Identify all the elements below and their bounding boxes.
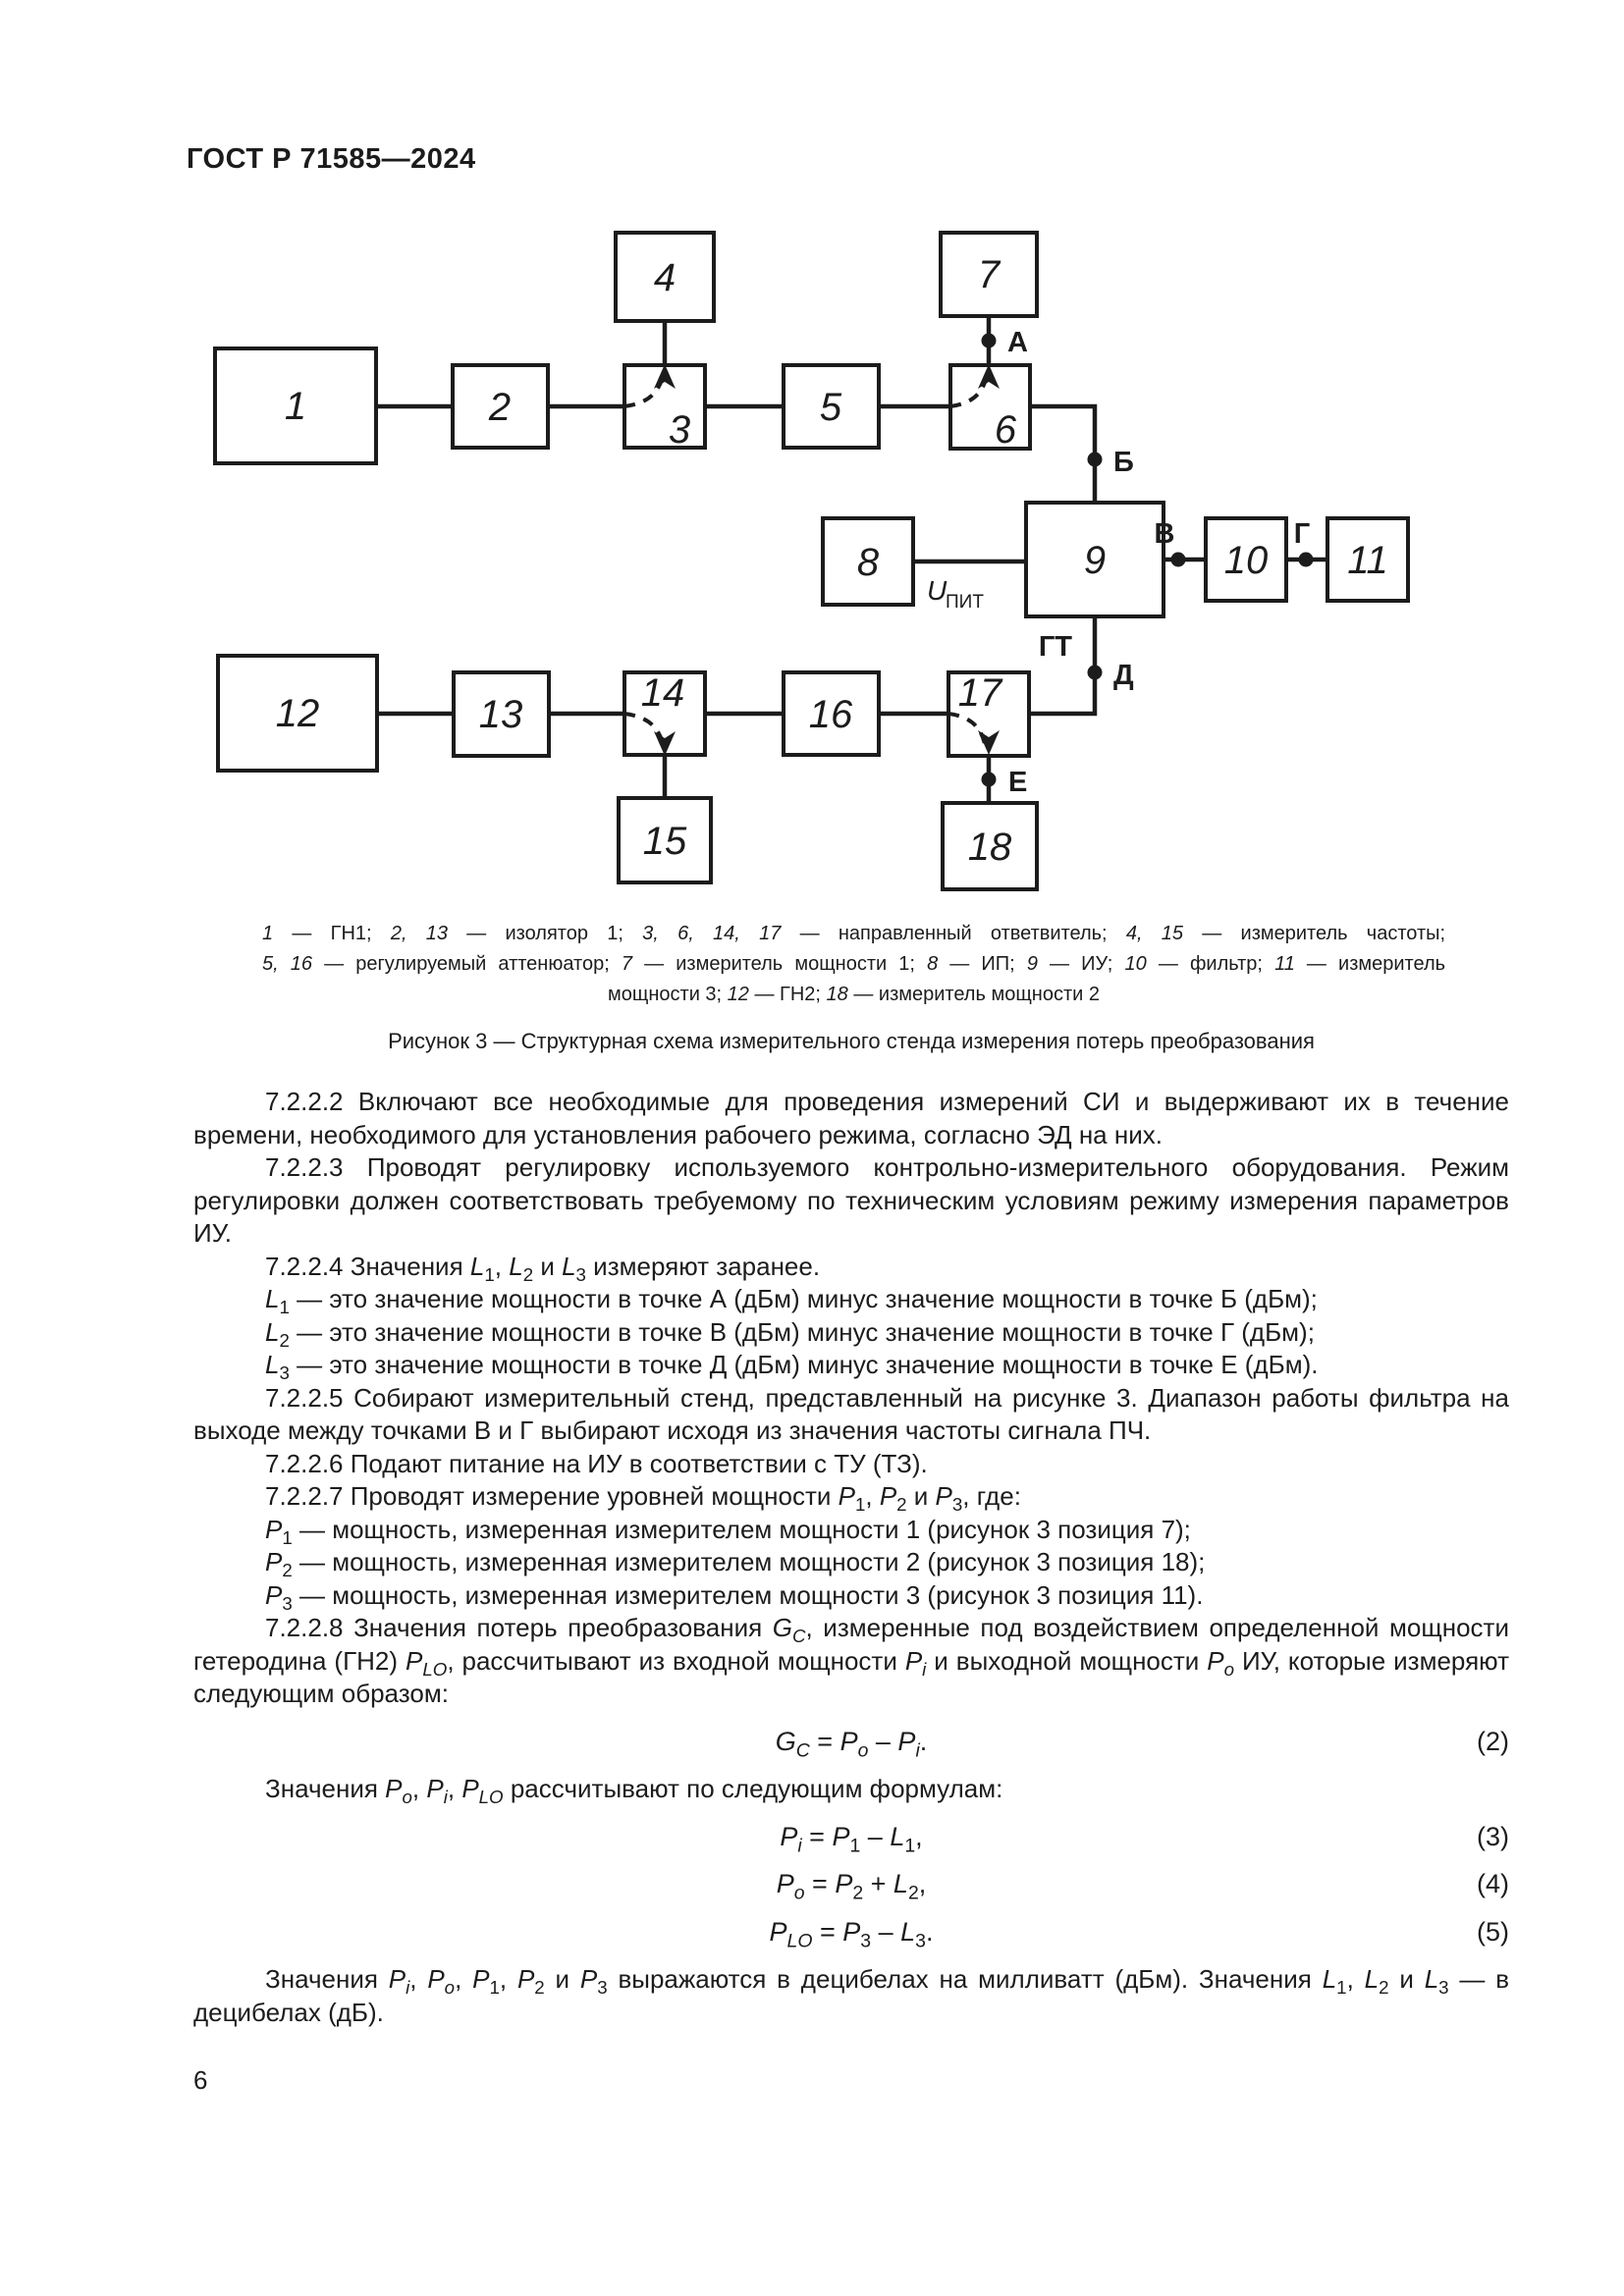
point-dot-v bbox=[1171, 553, 1186, 567]
point-label-d: Д bbox=[1113, 660, 1134, 691]
paragraph-7-2-2-5: 7.2.2.5 Собирают измерительный стенд, представленный на рисунке 3. Диапазон работы фильтра на выходе между точками В и Г выбирают исходя из значения частоты сигнала ПЧ. bbox=[193, 1382, 1509, 1445]
point-label-e: Е bbox=[1008, 767, 1028, 798]
point-label-b: Б bbox=[1113, 447, 1134, 478]
legend-line-3: мощности 3; 12 — ГН2; 18 — измеритель мощности 2 bbox=[608, 984, 1100, 1005]
formula-2-number: (2) bbox=[1477, 1726, 1509, 1756]
formula-2 bbox=[193, 1726, 1509, 1759]
point-dot-g bbox=[1299, 553, 1314, 567]
formula-4-number: (4) bbox=[1477, 1869, 1509, 1898]
formula-3 bbox=[193, 1821, 1509, 1854]
block-number-5: 5 bbox=[819, 386, 842, 429]
block-number-2: 2 bbox=[488, 386, 512, 429]
paragraph-7-2-2-8: 7.2.2.8 Значения потерь преобразования $G_C$, измеренные под воздействием определенной мощности гетеродина (ГН2) $P_{LO}$, рассчитывают из входной мощности $P_i$ и выходной мощности $P_o$ ИУ, которые измеряют следующим образом: bbox=[193, 1613, 1509, 1708]
formula-3-expression: $P_i = P_1 - L_1$, bbox=[780, 1821, 923, 1856]
block-number-9: 9 bbox=[1083, 539, 1107, 582]
formula-4 bbox=[193, 1868, 1509, 1904]
block-number-17: 17 bbox=[957, 671, 1002, 715]
point-dot-b bbox=[1088, 453, 1103, 467]
page-number: 6 bbox=[193, 2065, 208, 2095]
paragraph-7-2-2-7: 7.2.2.7 Проводят измерение уровней мощности $P_1$, $P_2$ и $P_3$, где: bbox=[265, 1481, 1021, 1516]
block-number-18: 18 bbox=[967, 826, 1012, 869]
definition-l3: $L_3$ — это значение мощности в точке Д (дБм) минус значение мощности в точке Е (дБм). bbox=[265, 1350, 1319, 1384]
block-number-12: 12 bbox=[275, 692, 320, 735]
definition-p3: $P_3$ — мощность, измеренная измерителем мощности 3 (рисунок 3 позиция 11). bbox=[265, 1579, 1204, 1614]
point-dot-e bbox=[982, 773, 997, 787]
paragraph-7-2-2-4: 7.2.2.4 Значения $L_1$, $L_2$ и $L_3$ измеряют заранее. bbox=[265, 1251, 821, 1285]
block-number-16: 16 bbox=[808, 693, 853, 736]
paragraph-7-2-2-3: 7.2.2.3 Проводят регулировку используемого контрольно-измерительного оборудования. Режим регулировки должен соответствовать требуемому по техническим условиям режиму измерения параметров ИУ. bbox=[193, 1152, 1509, 1248]
formula-5 bbox=[193, 1916, 1509, 1949]
block-number-10: 10 bbox=[1223, 539, 1269, 582]
block-number-13: 13 bbox=[478, 693, 523, 736]
formula-3-number: (3) bbox=[1477, 1821, 1509, 1851]
legend-line-2: 5, 16 — регулируемый аттенюатор; 7 — измеритель мощности 1; 8 — ИП; 9 — ИУ; 10 — фильтр; 11 — измеритель bbox=[262, 953, 1446, 975]
block-number-7: 7 bbox=[977, 253, 1001, 296]
block-number-8: 8 bbox=[856, 541, 880, 584]
formula-4-expression: $P_o = P_2 + L_2$, bbox=[776, 1869, 927, 1904]
formula-5-number: (5) bbox=[1477, 1916, 1509, 1947]
block-number-15: 15 bbox=[642, 820, 687, 863]
block-number-4: 4 bbox=[653, 256, 677, 299]
block-number-6: 6 bbox=[994, 408, 1017, 452]
paragraph-formulas-intro: Значения $P_o$, $P_i$, $P_{LO}$ рассчитывают по следующим формулам: bbox=[265, 1774, 1003, 1808]
definition-l2: $L_2$ — это значение мощности в точке В (дБм) минус значение мощности в точке Г (дБм); bbox=[265, 1316, 1315, 1351]
label-u-supply: U bbox=[927, 575, 947, 606]
definition-l1: $L_1$ — это значение мощности в точке А (дБм) минус значение мощности в точке Б (дБм); bbox=[265, 1284, 1318, 1318]
paragraph-7-2-2-6: 7.2.2.6 Подают питание на ИУ в соответствии с ТУ (ТЗ). bbox=[265, 1448, 928, 1478]
figure-caption: Рисунок 3 — Структурная схема измерительного стенда измерения потерь преобразования bbox=[388, 1029, 1315, 1053]
page-header: ГОСТ Р 71585—2024 bbox=[187, 143, 476, 175]
point-label-a: А bbox=[1007, 327, 1028, 358]
block-number-3: 3 bbox=[668, 408, 691, 452]
point-dot-a bbox=[982, 334, 997, 348]
formula-2-expression: $G_C = P_o - P_i$. bbox=[775, 1726, 928, 1761]
paragraph-7-2-2-2: 7.2.2.2 Включают все необходимые для проведения измерений СИ и выдерживают их в течение времени, необходимого для установления рабочего режима, согласно ЭД на них. bbox=[193, 1087, 1509, 1149]
block-number-1: 1 bbox=[284, 385, 307, 428]
point-label-v: В bbox=[1154, 518, 1175, 550]
formula-5-expression: $P_{LO} = P_3 - L_3$. bbox=[769, 1916, 934, 1951]
block-number-11: 11 bbox=[1347, 539, 1388, 582]
legend-line-1: 1 — ГН1; 2, 13 — изолятор 1; 3, 6, 14, 17 — направленный ответвитель; 4, 15 — измеритель частоты; bbox=[262, 923, 1446, 944]
body-text bbox=[193, 1086, 1509, 2029]
block-number-14: 14 bbox=[640, 671, 685, 715]
point-label-g: Г bbox=[1293, 518, 1311, 550]
paragraph-units: Значения $P_i$, $P_o$, $P_1$, $P_2$ и $P_3$ выражаются в децибелах на милливатт (дБм). Значения $L_1$, $L_2$ и $L_3$ — в децибелах (дБ). bbox=[193, 1964, 1510, 2027]
block-diagram bbox=[0, 0, 1624, 913]
definition-p2: $P_2$ — мощность, измеренная измерителем мощности 2 (рисунок 3 позиция 18); bbox=[265, 1547, 1206, 1581]
figure-legend bbox=[262, 919, 1445, 1010]
definition-p1: $P_1$ — мощность, измеренная измерителем мощности 1 (рисунок 3 позиция 7); bbox=[265, 1514, 1191, 1548]
label-u-supply-sub: ПИТ bbox=[946, 592, 984, 613]
point-dot-d bbox=[1088, 666, 1103, 680]
label-gt: ГТ bbox=[1038, 631, 1072, 663]
